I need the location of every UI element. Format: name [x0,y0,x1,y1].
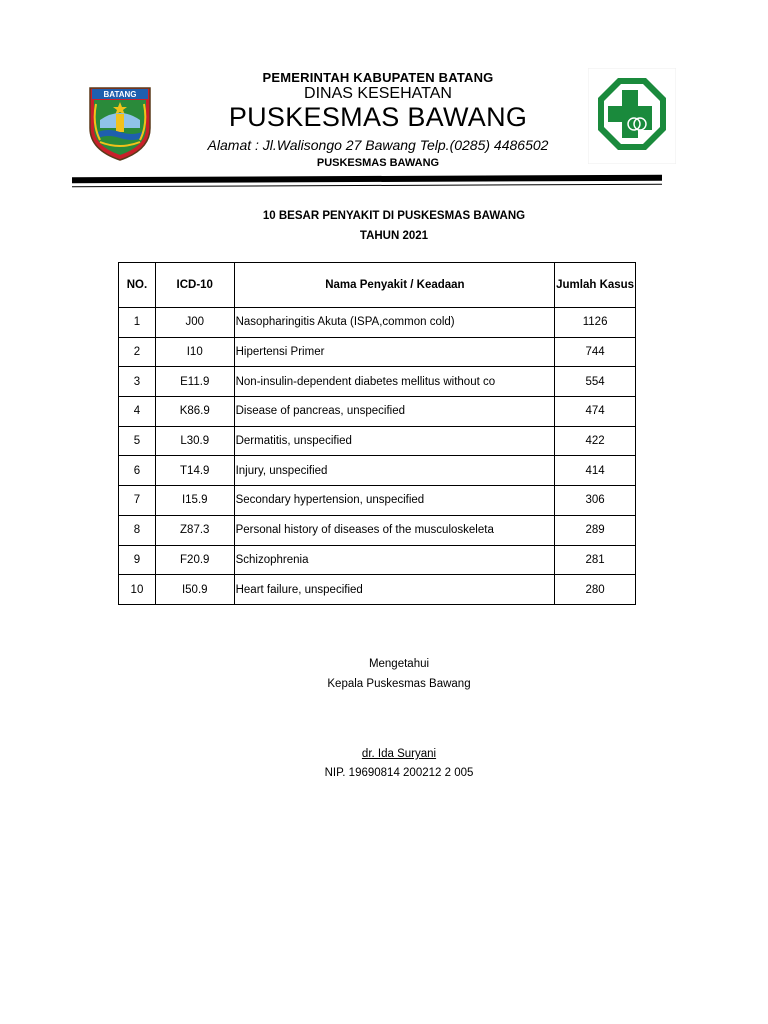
department-name: DINAS KESEHATAN [304,85,452,102]
letterhead-subtitle: PUSKESMAS BAWANG [316,157,440,169]
cell-no: 4 [119,397,156,427]
acknowledged-label: Mengetahui [368,658,430,670]
signer-position: Kepala Puskesmas Bawang [327,678,471,690]
cell-case-count: 306 [555,486,636,516]
cell-disease-name: Dermatitis, unspecified [234,426,555,456]
cell-disease-name: Nasopharingitis Akuta (ISPA,common cold) [234,308,555,338]
table-row [119,456,636,486]
cell-case-count: 289 [555,515,636,545]
cell-no: 7 [119,486,156,516]
cell-icd: F20.9 [155,545,234,575]
cell-icd: L30.9 [155,426,234,456]
cell-disease-name: Hipertensi Primer [234,337,555,367]
cell-no: 1 [119,308,156,338]
cell-icd: I50.9 [155,575,234,605]
cell-icd: I10 [155,337,234,367]
table-row [119,397,636,427]
document-title: 10 BESAR PENYAKIT DI PUSKESMAS BAWANG [262,210,526,222]
address-line: Alamat : Jl.Walisongo 27 Bawang Telp.(0285) 4486502 [207,137,549,153]
cell-no: 6 [119,456,156,486]
cell-case-count: 1126 [555,308,636,338]
cell-no: 2 [119,337,156,367]
cell-disease-name: Non-insulin-dependent diabetes mellitus without co [234,367,555,397]
cell-case-count: 474 [555,397,636,427]
signer-nip: NIP. 19690814 200212 2 005 [324,767,474,779]
table-header-row [119,263,636,308]
header-case-count: Jumlah Kasus [555,263,636,308]
table-row [119,486,636,516]
cell-disease-name: Personal history of diseases of the musculoskeleta [234,515,555,545]
cell-icd: K86.9 [155,397,234,427]
table-body [119,308,636,605]
cell-icd: Z87.3 [155,515,234,545]
header-icd: ICD-10 [155,263,234,308]
cell-case-count: 554 [555,367,636,397]
disease-table [118,262,636,605]
cell-case-count: 280 [555,575,636,605]
cell-icd: J00 [155,308,234,338]
table-row [119,367,636,397]
institution-name: PUSKESMAS BAWANG [228,102,528,132]
cell-case-count: 414 [555,456,636,486]
cell-case-count: 422 [555,426,636,456]
table-row [119,545,636,575]
cell-disease-name: Heart failure, unspecified [234,575,555,605]
letterhead-divider-thick [72,175,662,184]
header-no: NO. [119,263,156,308]
cell-case-count: 744 [555,337,636,367]
letterhead-divider-thin [72,184,662,188]
cell-disease-name: Secondary hypertension, unspecified [234,486,555,516]
cell-icd: I15.9 [155,486,234,516]
signer-name: dr. Ida Suryani [361,748,437,760]
table-row [119,515,636,545]
cell-case-count: 281 [555,545,636,575]
document-year: TAHUN 2021 [359,230,429,242]
table-row [119,308,636,338]
cell-icd: E11.9 [155,367,234,397]
table-row [119,575,636,605]
cell-disease-name: Injury, unspecified [234,456,555,486]
table-row [119,337,636,367]
header-disease-name: Nama Penyakit / Keadaan [234,263,555,308]
cell-disease-name: Disease of pancreas, unspecified [234,397,555,427]
cell-no: 8 [119,515,156,545]
government-name: PEMERINTAH KABUPATEN BATANG [262,70,494,85]
cell-no: 3 [119,367,156,397]
cell-disease-name: Schizophrenia [234,545,555,575]
cell-no: 10 [119,575,156,605]
cell-no: 9 [119,545,156,575]
table-row [119,426,636,456]
cell-no: 5 [119,426,156,456]
cell-icd: T14.9 [155,456,234,486]
batang-emblem-label: BATANG [103,90,137,99]
